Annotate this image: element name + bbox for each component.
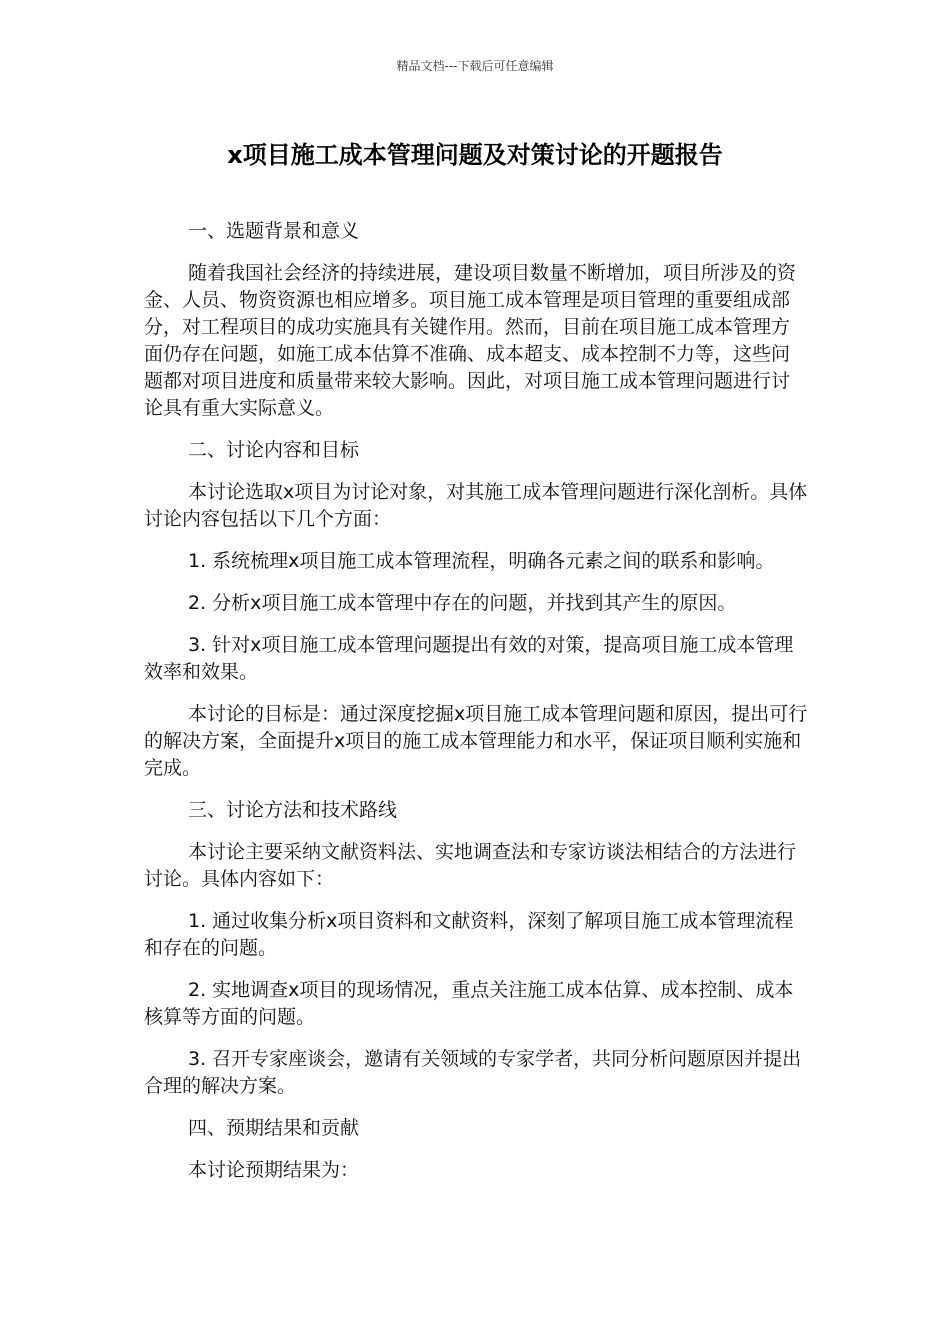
paragraph-expected-results: 本讨论预期结果为： — [188, 1159, 360, 1181]
section-heading-expected-results: 四、预期结果和贡献 — [188, 1117, 360, 1139]
list-item-content-1: 1. 系统梳理x项目施工成本管理流程，明确各元素之间的联系和影响。 — [188, 550, 775, 572]
document-title: x项目施工成本管理问题及对策讨论的开题报告 — [227, 141, 723, 169]
document-body — [144, 218, 808, 1199]
list-item-content-3: 3. 针对x项目施工成本管理问题提出有效的对策，提高项目施工成本管理效率和效果。 — [144, 634, 794, 683]
section-heading-content-goals: 二、讨论内容和目标 — [188, 439, 360, 461]
list-item-method-1: 1. 通过收集分析x项目资料和文献资料，深刻了解项目施工成本管理流程和存在的问题。 — [144, 910, 794, 959]
list-item-method-3: 3. 召开专家座谈会，邀请有关领域的专家学者，共同分析问题原因并提出合理的解决方案。 — [144, 1048, 802, 1097]
paragraph-research-goal: 本讨论的目标是：通过深度挖掘x项目施工成本管理问题和原因，提出可行的解决方案，全面提升x项目的施工成本管理能力和水平，保证项目顺利实施和完成。 — [144, 703, 808, 779]
paragraph-background: 随着我国社会经济的持续进展，建设项目数量不断增加，项目所涉及的资金、人员、物资资源也相应增多。项目施工成本管理是项目管理的重要组成部分，对工程项目的成功实施具有关键作用。然而，目前在项目施工成本管理方面仍存在问题，如施工成本估算不准确、成本超支、成本控制不力等，这些问题都对项目进度和质量带来较大影响。因此，对项目施工成本管理问题进行讨论具有重大实际意义。 — [144, 262, 797, 419]
paragraph-research-subject: 本讨论选取x项目为讨论对象，对其施工成本管理问题进行深化剖析。具体讨论内容包括以下几个方面： — [144, 481, 808, 530]
section-heading-background: 一、选题背景和意义 — [188, 220, 360, 242]
list-item-content-2: 2. 分析x项目施工成本管理中存在的问题，并找到其产生的原因。 — [188, 592, 737, 614]
list-item-method-2: 2. 实地调查x项目的现场情况，重点关注施工成本估算、成本控制、成本核算等方面的问题。 — [144, 979, 794, 1028]
header-note: 精品文档---下载后可任意编辑 — [396, 59, 554, 73]
paragraph-methods-intro: 本讨论主要采纳文献资料法、实地调查法和专家访谈法相结合的方法进行讨论。具体内容如下： — [144, 841, 797, 890]
section-heading-methods: 三、讨论方法和技术路线 — [188, 799, 398, 821]
